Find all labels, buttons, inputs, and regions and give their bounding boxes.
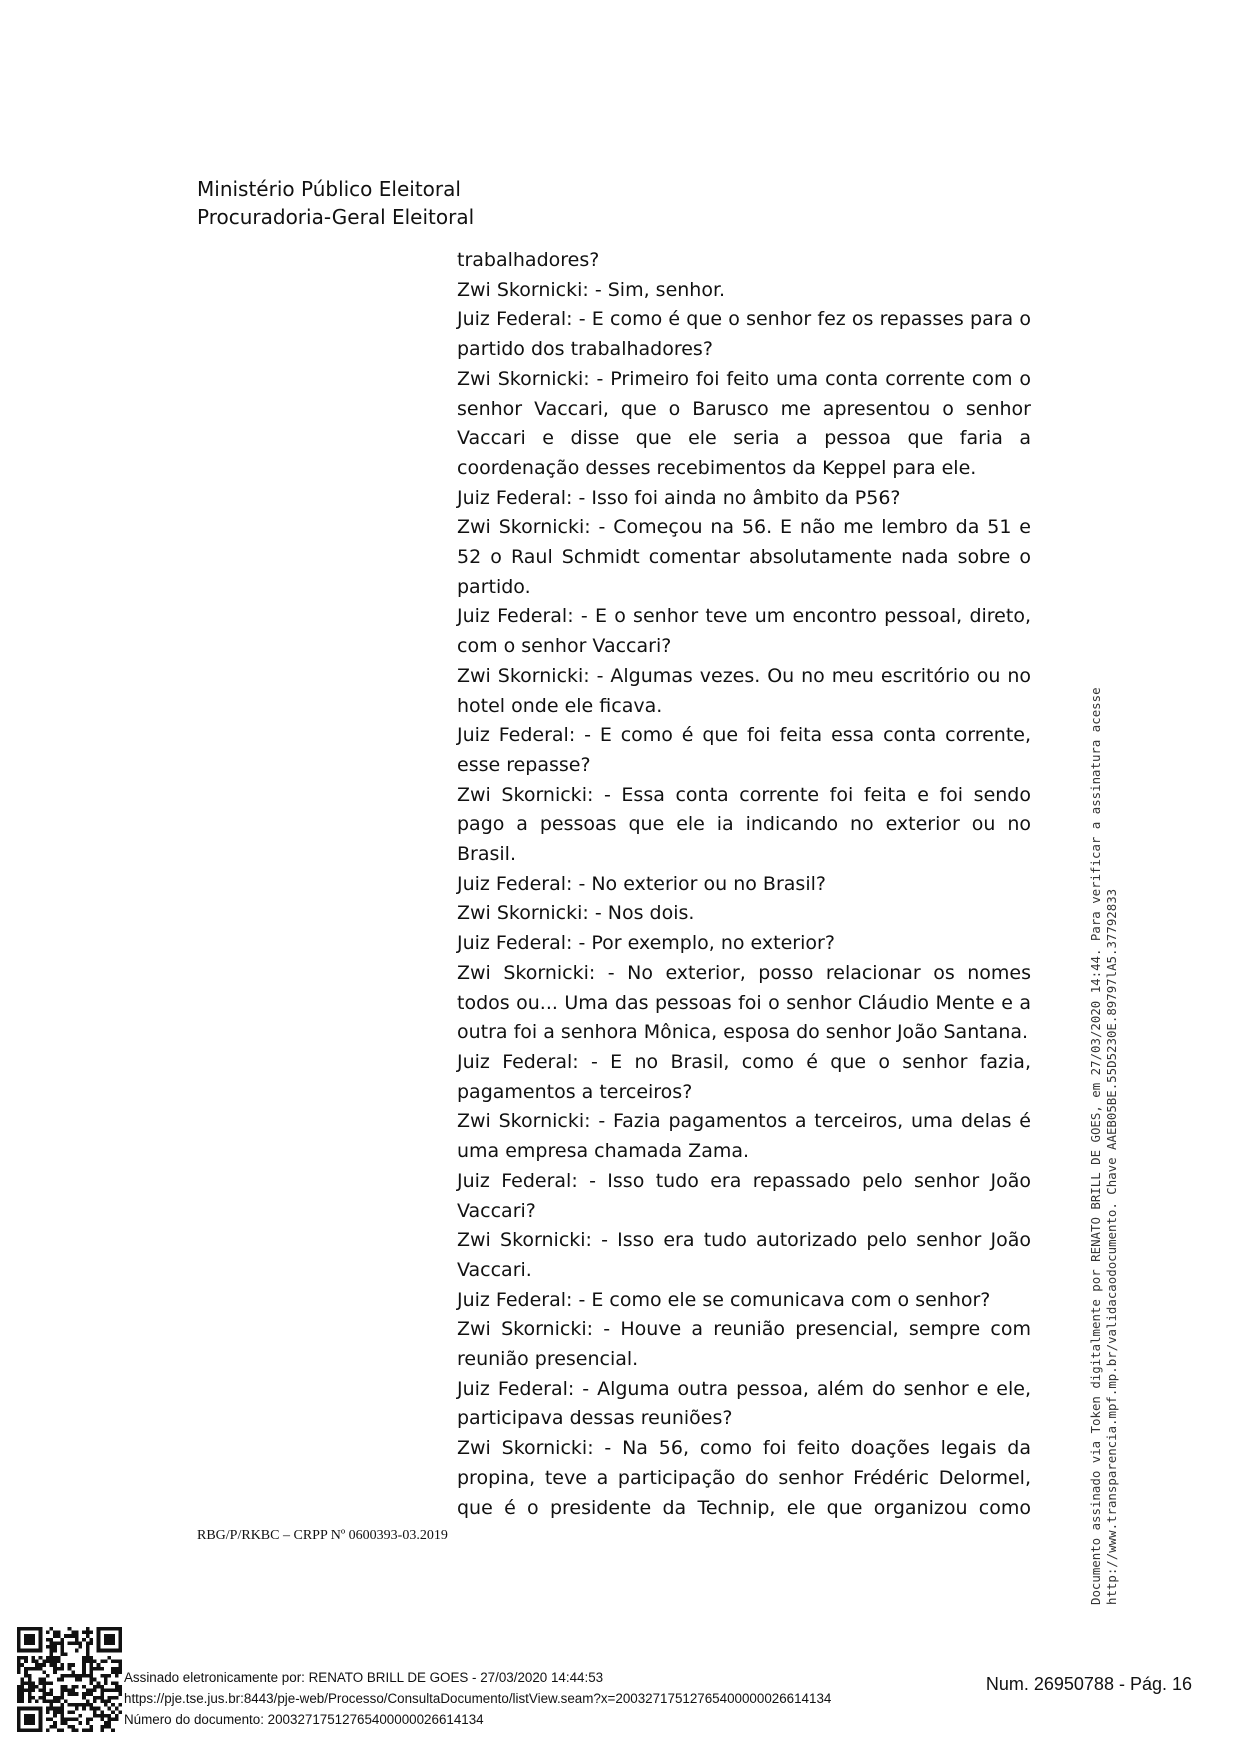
transcript-paragraph: Zwi Skornicki: - Algumas vezes. Ou no meu escritório ou no hotel onde ele ficava. bbox=[457, 664, 1031, 717]
transcript-paragraph: Zwi Skornicki: - Essa conta corrente foi feita e foi sendo pago a pessoas que ele ia indicando no exterior ou no Brasil. bbox=[457, 783, 1031, 866]
transcript-paragraph: Juiz Federal: - E o senhor teve um encontro pessoal, direto, com o senhor Vaccari? bbox=[457, 605, 1031, 658]
qr-code-icon bbox=[17, 1627, 122, 1732]
process-reference: RBG/P/RKBC – CRPP Nº 0600393-03.2019 bbox=[197, 1528, 448, 1543]
transcript-paragraph: Zwi Skornicki: - Fazia pagamentos a terceiros, uma delas é uma empresa chamada Zama. bbox=[457, 1110, 1031, 1163]
transcript-paragraph: Juiz Federal: - No exterior ou no Brasil? bbox=[457, 872, 826, 895]
transcript-paragraph: Zwi Skornicki: - Nos dois. bbox=[457, 902, 695, 925]
transcript-paragraph: Juiz Federal: - Alguma outra pessoa, além do senhor e ele, participava dessas reuniões? bbox=[457, 1377, 1031, 1430]
transcript-paragraph: Juiz Federal: - Isso foi ainda no âmbito da P56? bbox=[457, 486, 901, 509]
transcript-paragraph: Juiz Federal: - Isso tudo era repassado pelo senhor João Vaccari? bbox=[457, 1169, 1031, 1222]
signed-by-line: Assinado eletronicamente por: RENATO BRILL DE GOES - 27/03/2020 14:44:53 bbox=[124, 1670, 604, 1685]
transcript-paragraph: Zwi Skornicki: - Primeiro foi feito uma conta corrente com o senhor Vaccari, que o Barusco me apresentou o senhor Vaccari e disse que ele seria a pessoa que faria a coordenação desses recebimentos da Keppel para ele. bbox=[457, 367, 1031, 479]
header-line-2: Procuradoria-Geral Eleitoral bbox=[197, 205, 475, 229]
transcript-paragraph: Zwi Skornicki: - Isso era tudo autorizado pelo senhor João Vaccari. bbox=[457, 1229, 1031, 1281]
page-number: Num. 26950788 - Pág. 16 bbox=[985, 1674, 1192, 1694]
electronic-signature-block bbox=[124, 1667, 831, 1730]
stamp-line-1: Documento assinado via Token digitalmente por RENATO BRILL DE GOES, em 27/03/2020 14:44. Para verificar a assinatura acesse bbox=[1088, 687, 1103, 1605]
transcript-paragraph: Juiz Federal: - Por exemplo, no exterior? bbox=[457, 932, 835, 955]
transcript-paragraph: Juiz Federal: - E como é que foi feita essa conta corrente, esse repasse? bbox=[457, 724, 1031, 776]
transcript-body bbox=[457, 246, 1031, 1523]
transcript-paragraph: Zwi Skornicki: - Começou na 56. E não me lembro da 51 e 52 o Raul Schmidt comentar absolutamente nada sobre o partido. bbox=[457, 516, 1031, 598]
document-header bbox=[197, 175, 474, 231]
transcript-paragraph: Zwi Skornicki: - Na 56, como foi feito doações legais da propina, teve a participação do senhor Frédéric Delormel, que é o presidente da Technip, ele que organizou como bbox=[457, 1437, 1031, 1519]
stamp-line-2: http://www.transparencia.mpf.mp.br/validacaodocumento. Chave AAEB05BE.55D5230E.89797lA5.37792833 bbox=[1104, 888, 1119, 1605]
transcript-paragraph: Juiz Federal: - E como ele se comunicava com o senhor? bbox=[457, 1288, 991, 1311]
transcript-paragraph: Zwi Skornicki: - Sim, senhor. bbox=[457, 278, 726, 301]
transcript-paragraph: Zwi Skornicki: - No exterior, posso relacionar os nomes todos ou... Uma das pessoas foi o senhor Cláudio Mente e a outra foi a senhora Mônica, esposa do senhor João Santana. bbox=[457, 961, 1031, 1044]
verification-url[interactable]: https://pje.tse.jus.br:8443/pje-web/Processo/ConsultaDocumento/listView.seam?x=20032717512765400000026614134 bbox=[124, 1691, 832, 1706]
header-line-1: Ministério Público Eleitoral bbox=[197, 177, 461, 201]
transcript-paragraph: Zwi Skornicki: - Houve a reunião presencial, sempre com reunião presencial. bbox=[457, 1318, 1031, 1371]
transcript-paragraph: Juiz Federal: - E no Brasil, como é que o senhor fazia, pagamentos a terceiros? bbox=[457, 1050, 1031, 1103]
transcript-paragraph: trabalhadores? bbox=[457, 249, 600, 271]
transcript-paragraph: Juiz Federal: - E como é que o senhor fez os repasses para o partido dos trabalhadores? bbox=[457, 308, 1031, 361]
digital-signature-stamp bbox=[1088, 687, 1120, 1605]
document-number-line: Número do documento: 20032717512765400000026614134 bbox=[124, 1712, 484, 1727]
